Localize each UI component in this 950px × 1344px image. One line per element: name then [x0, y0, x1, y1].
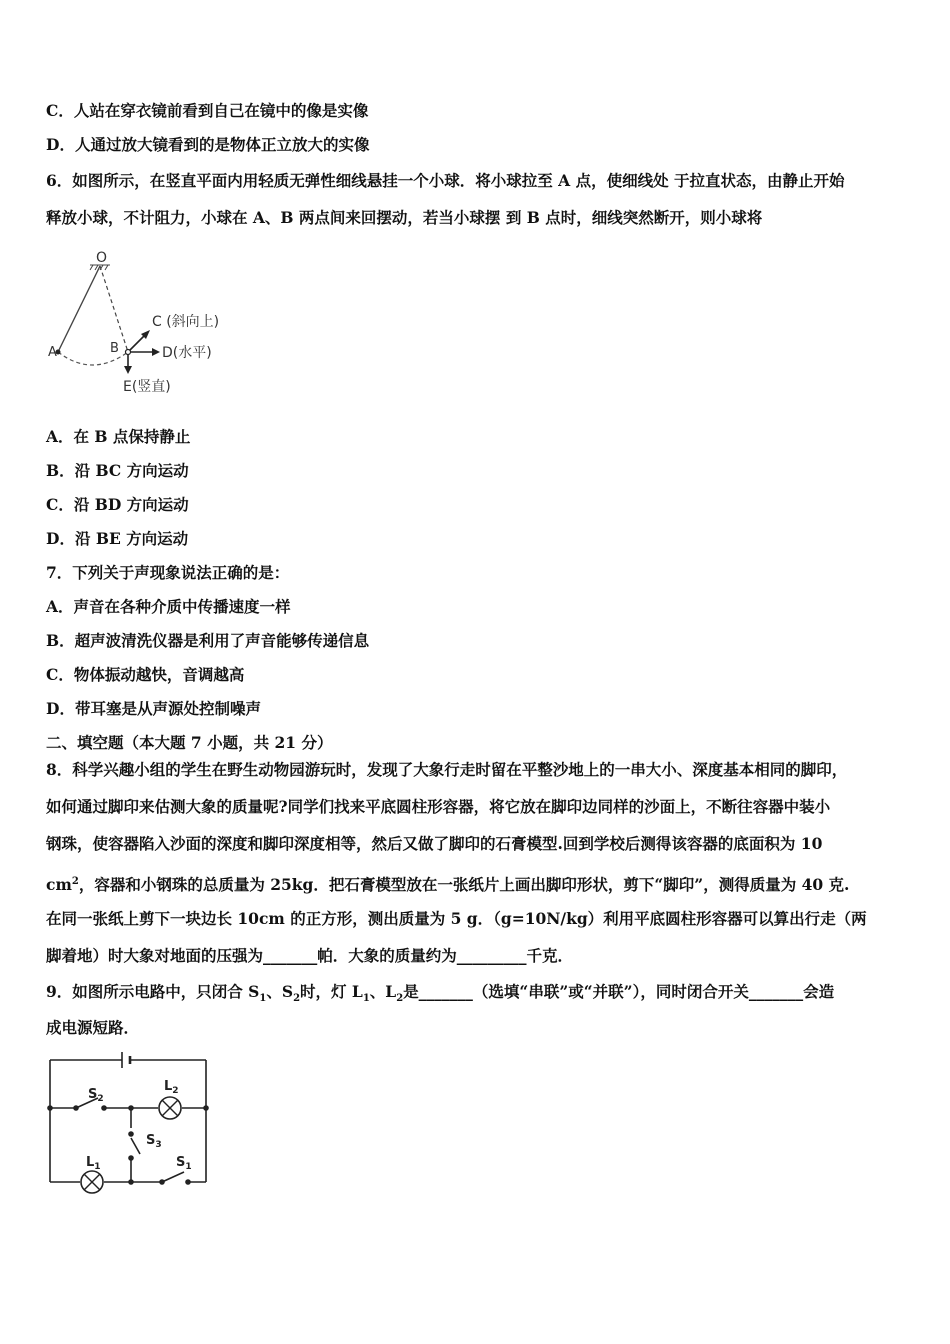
label-e: E(竖直) [123, 379, 171, 395]
q5-option-d: D．人通过放大镜看到的是物体正立放大的实像 [46, 135, 370, 154]
label-s3: $S_3$ [146, 1133, 162, 1150]
label-c: C (斜向上) [152, 314, 220, 330]
label-l2: $L_2$ [164, 1079, 179, 1096]
q6-option-b: B．沿 BC 方向运动 [46, 461, 189, 480]
q9-line-1 [46, 982, 910, 1009]
circuit-diagram [40, 1046, 215, 1196]
q9-text-a: 9．如图所示电路中，只闭合 S [46, 982, 260, 1001]
q7-option-d: D．带耳塞是从声源处控制噪声 [46, 699, 261, 718]
switch-s1-blade [162, 1172, 184, 1182]
q9-line-2: 成电源短路． [46, 1018, 140, 1037]
q6-stem-line-1: 6．如图所示，在竖直平面内用轻质无弹性细线悬挂一个小球．将小球拉至 A 点，使细线处 于拉直状态，由静止开始 [46, 171, 845, 190]
label-d: D(水平) [162, 345, 212, 361]
arrow-bd-head [152, 348, 160, 356]
string-to-b [100, 266, 128, 352]
q9-text-e: 是_______（选填“串联”或“并联”），同时闭合开关_______会造 [403, 982, 835, 1001]
q9-sub-2: 2 [293, 993, 301, 1005]
arrow-be-head [124, 366, 132, 374]
q7-option-c: C．物体振动越快，音调越高 [46, 665, 245, 684]
q5-option-c: C．人站在穿衣镜前看到自己在镜中的像是实像 [46, 101, 369, 120]
q6-stem-line-2: 释放小球，不计阻力，小球在 A、B 两点间来回摆动，若当小球摆 到 B 点时，细线突然断开，则小球将 [46, 208, 763, 227]
q6-option-c: C．沿 BD 方向运动 [46, 495, 189, 514]
q8-unit-cm: cm [46, 875, 72, 895]
q8-line-5: 在同一张纸上剪下一块边长 10cm 的正方形，测出质量为 5 g．（g=10N/kg）利用平底圆柱形容器可以算出行走（两 [46, 909, 867, 928]
lamp-l2 [159, 1097, 181, 1119]
label-s1: $S_1$ [176, 1155, 192, 1172]
ball-b [126, 350, 131, 355]
q6-option-d: D．沿 BE 方向运动 [46, 529, 189, 548]
section-2-heading: 二、填空题（本大题 7 小题，共 21 分） [46, 733, 333, 752]
label-a: A [48, 345, 57, 360]
switch-s3-blade [131, 1138, 140, 1154]
q8-line-3: 钢珠，使容器陷入沙面的深度和脚印深度相等，然后又做了脚印的石膏模型.回到学校后测得该容器的底面积为 10 [46, 834, 823, 853]
q9-sub-4: 2 [396, 993, 404, 1005]
q9-sub-1: 1 [259, 993, 267, 1005]
q9-text-c: 时，灯 L [300, 982, 363, 1001]
q7-option-b: B．超声波清洗仪器是利用了声音能够传递信息 [46, 631, 370, 650]
q8-line-1: 8．科学兴趣小组的学生在野生动物园游玩时，发现了大象行走时留在平整沙地上的一串大小、深度基本相同的脚印， [46, 760, 848, 779]
junction-dots [47, 1105, 209, 1185]
q7-option-a: A．声音在各种介质中传播速度一样 [46, 597, 291, 616]
q8-line-6: 脚着地）时大象对地面的压强为_______帕．大象的质量约为_________千克． [46, 946, 574, 965]
q8-line-2: 如何通过脚印来估测大象的质量呢?同学们找来平底圆柱形容器，将它放在脚印边同样的沙面上，不断往容器中装小 [46, 797, 831, 816]
q8-line-4-text: ，容器和小钢珠的总质量为 25kg．把石膏模型放在一张纸片上画出脚印形状，剪下“脚印”，测得质量为 40 克. [78, 875, 850, 895]
string-to-a [58, 266, 100, 352]
q6-option-a: A．在 B 点保持静止 [46, 427, 191, 446]
q8-unit-exp: 2 [71, 876, 79, 887]
q7-stem: 7．下列关于声现象说法正确的是： [46, 563, 290, 582]
lamp-l1 [81, 1171, 103, 1193]
pendulum-figure [40, 248, 250, 398]
label-b: B [110, 341, 119, 356]
label-s2: $S_2$ [88, 1087, 104, 1104]
q9-text-b: 、S [266, 982, 294, 1001]
q8-line-4 [46, 872, 910, 895]
q9-text-d: 、L [369, 982, 397, 1001]
q9-sub-3: 1 [362, 993, 370, 1005]
label-l1: $L_1$ [86, 1155, 101, 1172]
label-o: O [96, 250, 108, 266]
